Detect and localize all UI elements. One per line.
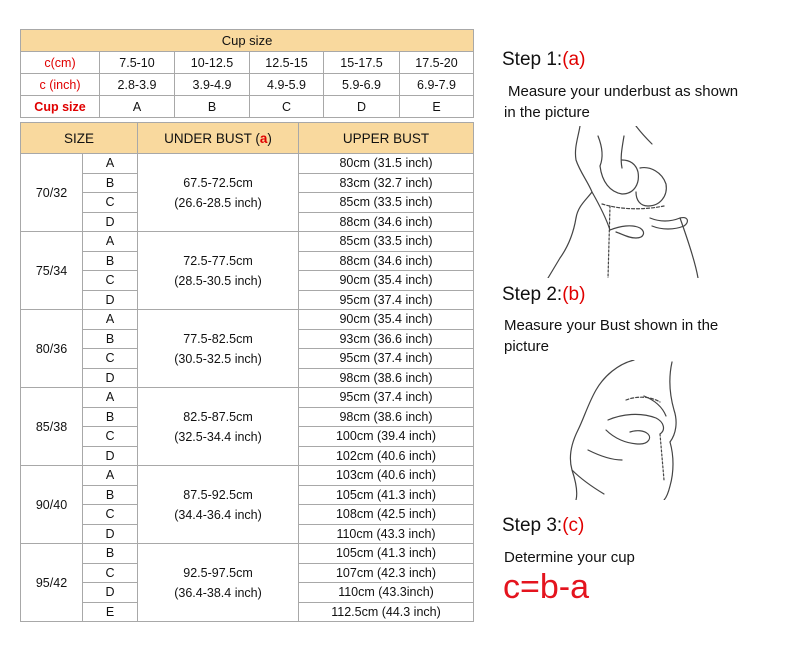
upper-bust-cell: 80cm (31.5 inch) xyxy=(299,154,474,174)
cup-letter-cell: A xyxy=(83,232,138,252)
upper-bust-cell: 107cm (42.3 inch) xyxy=(299,563,474,583)
step-3-line: Determine your cup xyxy=(504,549,635,566)
band-size-cell: 80/36 xyxy=(21,310,83,388)
under-bust-cm: 87.5-92.5cm xyxy=(183,487,253,502)
cup-letter-cell: C xyxy=(83,563,138,583)
under-bust-marker: a xyxy=(259,130,268,146)
cup-size-title: Cup size xyxy=(21,30,474,52)
band-size-cell: 95/42 xyxy=(21,544,83,622)
upper-bust-cell: 105cm (41.3 inch) xyxy=(299,544,474,564)
cup-letter-cell: B xyxy=(83,485,138,505)
under-bust-cm: 82.5-87.5cm xyxy=(183,409,253,424)
size-row xyxy=(21,388,474,408)
cup-row-size xyxy=(21,96,474,118)
cup-letter-cell: C xyxy=(83,505,138,525)
under-bust-cm: 67.5-72.5cm xyxy=(183,175,253,190)
step-1-label: Step 1: xyxy=(502,49,563,70)
upper-bust-cell: 102cm (40.6 inch) xyxy=(299,446,474,466)
under-bust-cell xyxy=(138,154,299,232)
step-2-marker: (b) xyxy=(562,284,586,305)
size-table xyxy=(20,122,474,622)
upper-bust-cell: 83cm (32.7 inch) xyxy=(299,173,474,193)
upper-bust-cell: 95cm (37.4 inch) xyxy=(299,388,474,408)
cup-letter-cell: D xyxy=(83,446,138,466)
upper-bust-cell: 103cm (40.6 inch) xyxy=(299,466,474,486)
upper-bust-cell: 108cm (42.5 inch) xyxy=(299,505,474,525)
under-bust-cell xyxy=(138,388,299,466)
cup-letter-cell: B xyxy=(83,544,138,564)
size-row xyxy=(21,310,474,330)
under-bust-cell xyxy=(138,544,299,622)
upper-bust-cell: 85cm (33.5 inch) xyxy=(299,232,474,252)
upper-bust-cell: 95cm (37.4 inch) xyxy=(299,290,474,310)
cup-letter-cell: D xyxy=(83,524,138,544)
upper-bust-cell: 90cm (35.4 inch) xyxy=(299,310,474,330)
step-3-text xyxy=(504,547,635,568)
step-2-heading xyxy=(502,284,585,306)
cup-letter-cell: A xyxy=(83,154,138,174)
size-header: SIZE xyxy=(21,123,138,154)
size-row xyxy=(21,154,474,174)
step-1-line: in the picture xyxy=(504,104,590,121)
cup-cell: 17.5-20 xyxy=(400,52,474,74)
size-row xyxy=(21,544,474,564)
under-bust-inch: (32.5-34.4 inch) xyxy=(174,429,262,444)
cup-cell: A xyxy=(100,96,175,118)
upper-bust-cell: 110cm (43.3 inch) xyxy=(299,524,474,544)
cup-cell: B xyxy=(175,96,250,118)
cup-letter-cell: A xyxy=(83,466,138,486)
under-bust-cell xyxy=(138,310,299,388)
underbust-measure-illustration xyxy=(540,126,700,278)
cup-letter-cell: B xyxy=(83,407,138,427)
cup-cell: 6.9-7.9 xyxy=(400,74,474,96)
under-bust-cm: 72.5-77.5cm xyxy=(183,253,253,268)
cup-letter-cell: E xyxy=(83,602,138,622)
cup-letter-cell: A xyxy=(83,388,138,408)
cup-cell: C xyxy=(250,96,324,118)
cup-letter-cell: B xyxy=(83,251,138,271)
upper-bust-header: UPPER BUST xyxy=(299,123,474,154)
cup-cell: E xyxy=(400,96,474,118)
upper-bust-cell: 95cm (37.4 inch) xyxy=(299,349,474,369)
cup-size-table xyxy=(20,29,474,118)
under-bust-inch: (28.5-30.5 inch) xyxy=(174,273,262,288)
cup-row-label: Cup size xyxy=(21,96,100,118)
cup-letter-cell: C xyxy=(83,271,138,291)
under-bust-header-text: UNDER BUST ( xyxy=(164,130,260,146)
cup-cell: 15-17.5 xyxy=(324,52,400,74)
upper-bust-cell: 105cm (41.3 inch) xyxy=(299,485,474,505)
step-1-text xyxy=(504,81,739,123)
upper-bust-cell: 112.5cm (44.3 inch) xyxy=(299,602,474,622)
step-1-marker: (a) xyxy=(562,49,586,70)
cup-cell: 7.5-10 xyxy=(100,52,175,74)
step-2-label: Step 2: xyxy=(502,284,563,305)
size-table-header xyxy=(21,123,474,154)
cup-cell: D xyxy=(324,96,400,118)
under-bust-header-close: ) xyxy=(267,130,272,146)
upper-bust-cell: 98cm (38.6 inch) xyxy=(299,407,474,427)
upper-bust-cell: 98cm (38.6 inch) xyxy=(299,368,474,388)
size-row xyxy=(21,466,474,486)
cup-letter-cell: D xyxy=(83,368,138,388)
under-bust-cell xyxy=(138,232,299,310)
band-size-cell: 70/32 xyxy=(21,154,83,232)
under-bust-inch: (30.5-32.5 inch) xyxy=(174,351,262,366)
under-bust-cm: 77.5-82.5cm xyxy=(183,331,253,346)
size-row xyxy=(21,232,474,252)
cup-cell: 5.9-6.9 xyxy=(324,74,400,96)
step-1-heading xyxy=(502,49,585,71)
cup-letter-cell: D xyxy=(83,583,138,603)
step-3-label: Step 3: xyxy=(502,515,563,536)
cup-letter-cell: C xyxy=(83,427,138,447)
step-2-text xyxy=(504,315,718,357)
bust-measure-illustration xyxy=(548,360,698,500)
band-size-cell: 75/34 xyxy=(21,232,83,310)
upper-bust-cell: 85cm (33.5 inch) xyxy=(299,193,474,213)
cup-letter-cell: B xyxy=(83,329,138,349)
upper-bust-cell: 110cm (43.3inch) xyxy=(299,583,474,603)
cup-letter-cell: B xyxy=(83,173,138,193)
cup-row-label: c (inch) xyxy=(21,74,100,96)
cup-formula: c=b-a xyxy=(503,568,589,606)
cup-letter-cell: A xyxy=(83,310,138,330)
cup-letter-cell: D xyxy=(83,290,138,310)
step-1-line: Measure your underbust as shown xyxy=(508,83,739,100)
band-size-cell: 85/38 xyxy=(21,388,83,466)
under-bust-inch: (26.6-28.5 inch) xyxy=(174,195,262,210)
cup-row-cm xyxy=(21,52,474,74)
upper-bust-cell: 100cm (39.4 inch) xyxy=(299,427,474,447)
step-3-marker: (c) xyxy=(562,515,585,536)
cup-cell: 4.9-5.9 xyxy=(250,74,324,96)
under-bust-inch: (34.4-36.4 inch) xyxy=(174,507,262,522)
cup-letter-cell: D xyxy=(83,212,138,232)
under-bust-inch: (36.4-38.4 inch) xyxy=(174,585,262,600)
step-2-line: Measure your Bust shown in the xyxy=(504,317,719,334)
cup-cell: 3.9-4.9 xyxy=(175,74,250,96)
under-bust-header xyxy=(138,123,299,154)
upper-bust-cell: 90cm (35.4 inch) xyxy=(299,271,474,291)
cup-letter-cell: C xyxy=(83,349,138,369)
under-bust-cell xyxy=(138,466,299,544)
cup-row-label: c(cm) xyxy=(21,52,100,74)
under-bust-cm: 92.5-97.5cm xyxy=(183,565,253,580)
step-3-heading xyxy=(502,515,584,537)
band-size-cell: 90/40 xyxy=(21,466,83,544)
cup-row-inch xyxy=(21,74,474,96)
step-2-line: picture xyxy=(504,338,550,355)
cup-cell: 10-12.5 xyxy=(175,52,250,74)
upper-bust-cell: 88cm (34.6 inch) xyxy=(299,212,474,232)
cup-letter-cell: C xyxy=(83,193,138,213)
upper-bust-cell: 93cm (36.6 inch) xyxy=(299,329,474,349)
cup-cell: 2.8-3.9 xyxy=(100,74,175,96)
upper-bust-cell: 88cm (34.6 inch) xyxy=(299,251,474,271)
cup-cell: 12.5-15 xyxy=(250,52,324,74)
